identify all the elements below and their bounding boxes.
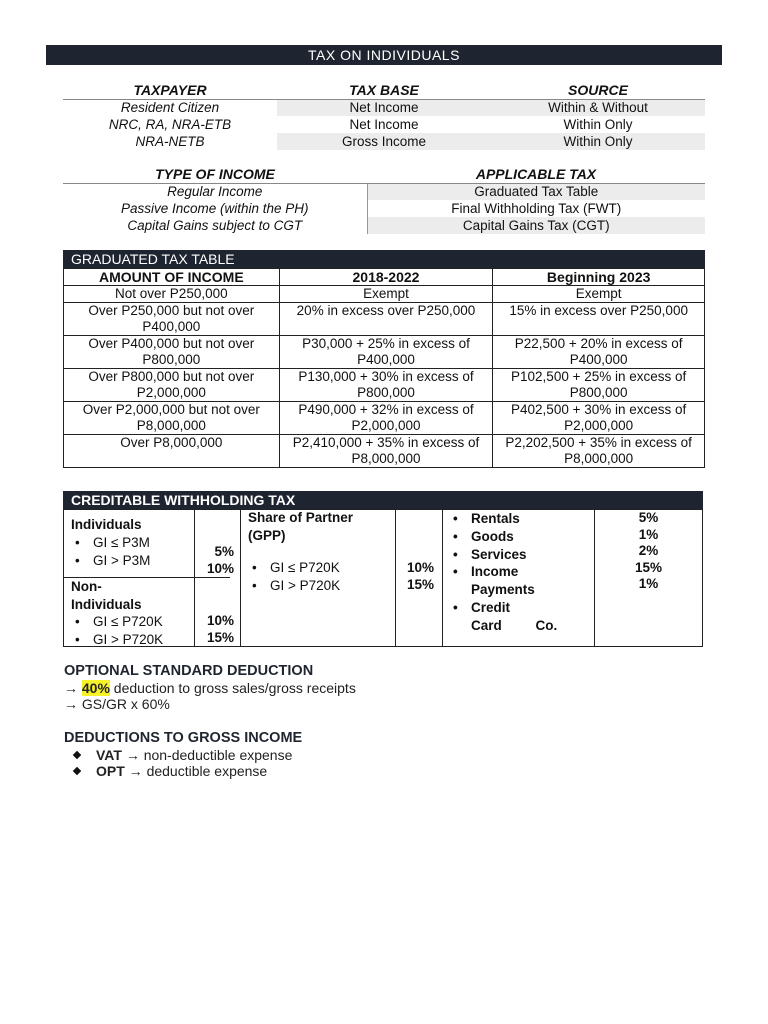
taxpayer-table: [63, 79, 705, 150]
list-item: [64, 747, 704, 763]
table-cell: Within & Without: [491, 99, 705, 116]
column-header: APPLICABLE TAX: [367, 163, 705, 183]
deduction-desc: non-deductible expense: [143, 747, 293, 763]
arrow-icon: →: [64, 696, 78, 712]
table-row: [63, 183, 705, 200]
table-cell: 15% in excess over P250,000: [493, 303, 705, 336]
list-item: • GI ≤ P720K: [248, 559, 388, 577]
table-row: [63, 217, 705, 234]
other-rates: [595, 510, 702, 593]
table-cell: P402,500 + 30% in excess of P2,000,000: [493, 402, 705, 435]
partner-label: Share of Partner (GPP): [248, 510, 354, 543]
income-type-table: [63, 163, 705, 234]
osd-line-1-text: deduction to gross sales/gross receipts: [109, 680, 356, 696]
deduction-term: OPT: [96, 763, 125, 779]
list-item: • GI > P3M: [71, 552, 195, 570]
table-row: [64, 402, 705, 435]
cwt-individual-rates-col: [195, 510, 241, 646]
osd-heading: OPTIONAL STANDARD DEDUCTION: [64, 663, 314, 679]
list-item: • Goods: [449, 528, 591, 546]
table-cell: Regular Income: [167, 183, 263, 199]
table-cell: Capital Gains subject to CGT: [127, 217, 303, 233]
table-cell: Gross Income: [277, 133, 491, 150]
table-cell: P130,000 + 30% in excess of P800,000: [279, 369, 493, 402]
table-cell: Over P2,000,000 but not over P8,000,000: [64, 402, 280, 435]
osd-line-2-text: GS/GR x 60%: [81, 696, 170, 712]
table-cell: NRC, RA, NRA-ETB: [108, 116, 232, 132]
column-header: TYPE OF INCOME: [63, 163, 367, 183]
table-cell: P490,000 + 32% in excess of P2,000,000: [279, 402, 493, 435]
arrow-icon: →: [64, 680, 78, 696]
column-header: 2018-2022: [279, 269, 493, 286]
osd-line-1: [64, 680, 704, 696]
cwt-other-col: [443, 510, 595, 646]
table-cell: P102,500 + 25% in excess of P800,000: [493, 369, 705, 402]
table-cell: 20% in excess over P250,000: [279, 303, 493, 336]
table-cell: Passive Income (within the PH): [120, 200, 309, 216]
list-item: • Rentals: [449, 510, 591, 528]
table-cell: P30,000 + 25% in excess of P400,000: [279, 336, 493, 369]
list-item: [64, 763, 704, 779]
list-item: • GI > P720K: [71, 631, 195, 649]
partner-rates: [407, 559, 434, 593]
individuals-block: [71, 516, 195, 570]
table-row: [64, 369, 705, 402]
table-cell: Over P800,000 but not over P2,000,000: [64, 369, 280, 402]
table-row: [64, 336, 705, 369]
rate-value: 15%: [206, 630, 234, 645]
cwt-partner-rates-col: [396, 510, 443, 646]
table-cell: Over P8,000,000: [64, 435, 280, 468]
partner-block: [248, 509, 388, 595]
column-header: SOURCE: [491, 79, 705, 99]
individuals-label: Individuals: [71, 517, 142, 532]
rate-value: 2%: [638, 543, 659, 558]
table-row: [63, 200, 705, 217]
table-row: [64, 286, 705, 303]
table-cell: Exempt: [279, 286, 493, 303]
osd-section: [64, 663, 704, 712]
cwt-other-rates-col: [595, 510, 702, 646]
list-item: • GI ≤ P720K: [71, 613, 195, 631]
table-cell: Capital Gains Tax (CGT): [367, 217, 705, 234]
table-cell: Not over P250,000: [64, 286, 280, 303]
table-row: [64, 303, 705, 336]
cwt-title: CREDITABLE WITHHOLDING TAX: [63, 491, 703, 509]
non-individuals-label: Non-Individuals: [71, 579, 142, 612]
other-items: [449, 510, 591, 635]
non-individuals-block: [71, 578, 195, 648]
table-row: [63, 133, 705, 150]
table-row: [63, 116, 705, 133]
rate-value: 10%: [206, 613, 234, 628]
individuals-rates: [207, 543, 234, 577]
rate-value: 15%: [634, 559, 663, 575]
column-header: TAX BASE: [277, 79, 491, 99]
table-cell: NRA-NETB: [135, 133, 205, 149]
deductions-section: [64, 730, 704, 779]
rate-value: 1%: [638, 576, 659, 591]
diamond-bullet-icon: [73, 767, 81, 775]
non-individuals-rates: [207, 612, 234, 646]
table-cell: Over P400,000 but not over P800,000: [64, 336, 280, 369]
table-cell: Graduated Tax Table: [367, 183, 705, 200]
table-cell: Net Income: [349, 116, 419, 132]
table-cell: P22,500 + 20% in excess of P400,000: [493, 336, 705, 369]
deduction-desc: deductible expense: [146, 763, 268, 779]
list-item: • Income Payments: [449, 563, 529, 599]
table-cell: Within Only: [563, 116, 633, 132]
cwt-partner-col: [241, 510, 396, 646]
rate-value: 1%: [638, 526, 659, 542]
table-cell: P2,410,000 + 35% in excess of P8,000,000: [279, 435, 493, 468]
table-row: [64, 435, 705, 468]
cwt-table: [63, 509, 703, 647]
table-cell: Net Income: [277, 99, 491, 116]
table-cell: Over P250,000 but not over P400,000: [64, 303, 280, 336]
graduated-table-title: GRADUATED TAX TABLE: [63, 250, 705, 268]
osd-line-2: [64, 696, 704, 712]
list-item: • Credit Card Co.: [449, 599, 569, 635]
table-cell: Final Withholding Tax (FWT): [367, 200, 705, 217]
arrow-icon: →: [128, 763, 143, 779]
diamond-bullet-icon: [73, 751, 81, 759]
table-cell: P2,202,500 + 35% in excess of P8,000,000: [493, 435, 705, 468]
deductions-heading: DEDUCTIONS TO GROSS INCOME: [64, 730, 303, 746]
rate-value: 5%: [214, 544, 234, 559]
column-header: TAXPAYER: [63, 79, 277, 99]
deduction-term: VAT: [96, 747, 122, 763]
arrow-icon: →: [125, 747, 140, 763]
graduated-tax-table: [63, 268, 705, 468]
column-header: Beginning 2023: [493, 269, 705, 286]
table-row: [63, 99, 705, 116]
list-item: • GI > P720K: [248, 577, 388, 595]
cwt-individuals-col: [64, 510, 195, 646]
rate-value: 5%: [638, 510, 659, 525]
rate-value: 10%: [406, 560, 434, 575]
osd-highlight: 40%: [81, 680, 110, 696]
list-item: • Services: [449, 546, 591, 564]
rate-value: 15%: [406, 577, 434, 592]
rate-value: 10%: [206, 561, 234, 576]
table-cell: Resident Citizen: [120, 99, 220, 115]
list-item: • GI ≤ P3M: [71, 534, 195, 552]
table-cell: Within Only: [491, 133, 705, 150]
column-header: AMOUNT OF INCOME: [64, 269, 280, 286]
page-title: TAX ON INDIVIDUALS: [46, 45, 722, 65]
table-cell: Exempt: [493, 286, 705, 303]
